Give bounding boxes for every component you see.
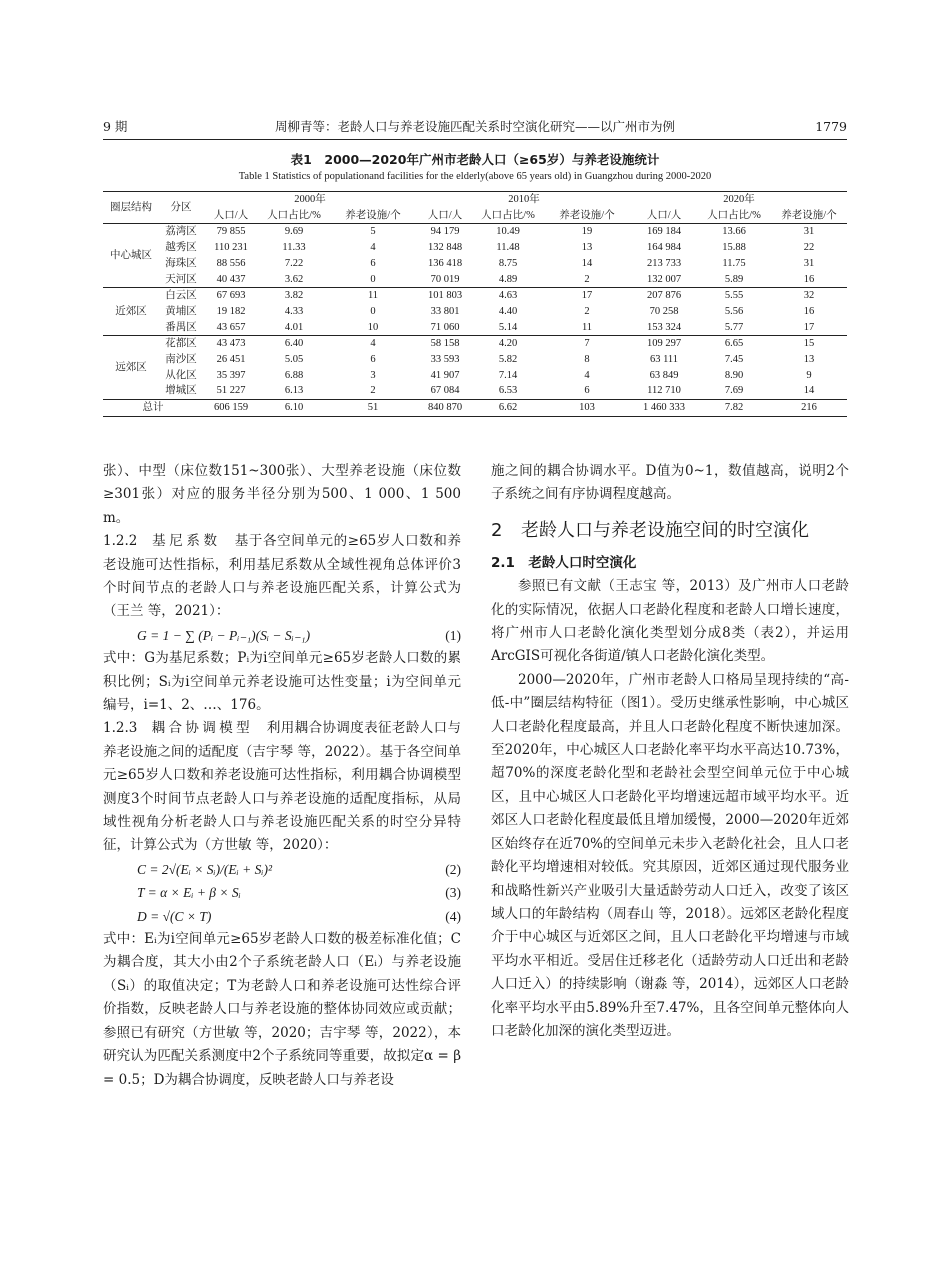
table-cell: 13.66 xyxy=(697,224,771,240)
header-district: 分区 xyxy=(159,192,203,224)
district-cell: 天河区 xyxy=(165,273,197,285)
table-cell: 3.62 xyxy=(284,273,304,285)
paragraph: 参照已有文献（王志宝 等，2013）及广州市人口老龄化的实际情况，依据人口老龄化程度和老龄人口增长速度，将广州市人口老龄化演化类型划分成8类（表2），并运用ArcGIS可视化各街道/镇人口老龄化演化类型。 xyxy=(491,578,849,665)
table-cell: 8 xyxy=(584,354,590,366)
district-cell: 花都区 xyxy=(159,336,203,352)
table-cell: 4.33 xyxy=(284,305,304,317)
table-cell: 31 xyxy=(771,224,847,240)
table-cell: 7.69 xyxy=(724,385,744,397)
table-cell: 11.75 xyxy=(722,257,746,269)
table-cell: 43 657 xyxy=(216,321,246,333)
total-cell: 6.10 xyxy=(259,400,329,417)
paragraph: 2000—2020年，广州市老龄人口格局呈现持续的“高-低-中”圈层结构特征（图1）。受历史继承性影响，中心城区人口老龄化程度最高，并且人口老龄化程度不断快速加深。至2020年，中心城区人口老龄化率平均水平高达10.73%，超70%的深度老龄化型和老龄社会型空间单元位于中心城区，且中心城区人口老龄化平均增速远超市域平均水平。近郊区人口老龄化程度最低且增加缓慢，2000—2020年近郊区始终存在近70%的空间单元未步入老龄化社会，且人口老龄化平均增速相对较低。究其原因，近郊区通过现代服务业和战略性新兴产业吸引大量适龄劳动人口迁入，改变了该区域人口的年龄结构（周春山 等，2018）。远郊区老龄化程度介于中心城区与近郊区之间，且人口老龄化平均增速与市域平均水平相近。受居住迁移老化（适龄劳动人口迁出和老龄人口迁入）的持续影响（谢淼 等，2014），远郊区人口老龄化率平均水平由5.89%升至7.47%，且各空间单元整体向人口老龄化加深的演化类型迈进。 xyxy=(491,671,849,1039)
paragraph: 式中：Eᵢ为i空间单元≥65岁老龄人口数的极差标准化值；C为耦合度，其大小由2个子系统老龄人口（Eᵢ）与养老设施（Sᵢ）的取值决定；T为老龄人口和养老设施可达性综合评价指数，反映老龄人口与养老设施的整体协同效应或贡献；参照已有研究（方世敏 等，2020；吉宇琴 等，2022），本研究认为匹配关系测度中2个子系统同等重要，故拟定α = β = 0.5；D为耦合协调度，反映老龄人口与养老设 xyxy=(103,931,461,1088)
subheader-share: 人口占比/% xyxy=(697,208,771,224)
equation-number: (4) xyxy=(445,908,461,924)
subheader-share: 人口占比/% xyxy=(259,208,329,224)
table-cell: 11.48 xyxy=(496,242,520,254)
table-cell: 169 184 xyxy=(631,224,697,240)
equation-number: (2) xyxy=(445,861,461,877)
section-keyword: 耦合协调模型 xyxy=(151,720,253,737)
table-row xyxy=(103,336,847,352)
table-title-en: Table 1 Statistics of populationand facilities for the elderly(above 65 years old) in Guangzhou during 2000-2020 xyxy=(238,171,712,182)
table-cell: 7 xyxy=(543,336,631,352)
table-cell: 6.65 xyxy=(697,336,771,352)
table-cell: 9.69 xyxy=(259,224,329,240)
table-cell: 11 xyxy=(329,288,417,304)
table-cell: 5.82 xyxy=(498,354,518,366)
section-1-2-3: 1.2.3 耦合协调模型 利用耦合协调度表征老龄人口与养老设施之间的适配度（吉宇琴 等，2022）。基于各空间单元≥65岁人口数和养老设施可达性指标，利用耦合协调模型测度3个时间节点老龄人口与养老设施的适配度指标，从局域性视角分析老龄人口与养老设施匹配关系的时空分异特征，计算公式为（方世敏 等，2020）： xyxy=(103,720,461,854)
table-cell: 2 xyxy=(584,305,590,317)
district-cell: 增城区 xyxy=(165,385,197,397)
equation-4 xyxy=(103,905,461,928)
table-cell: 32 xyxy=(771,288,847,304)
table-row xyxy=(103,240,847,256)
section-title: 老龄人口与养老设施空间的时空演化 xyxy=(521,519,809,541)
table-cell: 13 xyxy=(581,242,593,254)
table-cell: 58 158 xyxy=(417,336,473,352)
equation-formula: T = α × Eᵢ + β × Sᵢ xyxy=(137,885,241,901)
total-cell: 51 xyxy=(329,400,417,417)
ring-name-cell: 近郊区 xyxy=(103,288,159,336)
equation-formula: D = √(C × T) xyxy=(137,908,212,924)
table-cell: 4.89 xyxy=(498,273,518,285)
table-group xyxy=(103,336,847,400)
district-cell: 海珠区 xyxy=(165,257,197,269)
table-cell: 0 xyxy=(370,305,376,317)
table-cell: 101 803 xyxy=(417,288,473,304)
table-cell: 5.55 xyxy=(697,288,771,304)
table-group xyxy=(103,288,847,336)
table-cell: 7.14 xyxy=(498,369,518,381)
table-cell: 13 xyxy=(803,354,815,366)
table-cell: 9 xyxy=(806,369,812,381)
district-cell: 从化区 xyxy=(165,369,197,381)
table-cell: 70 258 xyxy=(649,305,679,317)
table-cell: 5.77 xyxy=(724,321,744,333)
total-cell: 840 870 xyxy=(417,400,473,417)
table-cell: 132 007 xyxy=(646,273,682,285)
total-cell: 7.82 xyxy=(697,400,771,417)
total-cell: 1 460 333 xyxy=(631,400,697,417)
table-cell: 67 084 xyxy=(430,385,460,397)
table-cell: 11 xyxy=(581,321,593,333)
table-cell: 3 xyxy=(370,369,376,381)
table-row xyxy=(103,320,847,336)
table-cell: 5 xyxy=(329,224,417,240)
header-year-2020: 2020年 xyxy=(631,192,847,208)
table-cell: 4 xyxy=(584,369,590,381)
table-cell: 6 xyxy=(370,257,376,269)
table-cell: 63 849 xyxy=(649,369,679,381)
table-cell: 207 876 xyxy=(631,288,697,304)
table-cell: 14 xyxy=(803,385,815,397)
table-total-row xyxy=(103,400,847,417)
table-cell: 4.40 xyxy=(498,305,518,317)
subheader-pop: 人口/人 xyxy=(631,208,697,224)
table-cell: 0 xyxy=(370,273,376,285)
table-row xyxy=(103,288,847,304)
table-cell: 17 xyxy=(543,288,631,304)
table-cell: 6 xyxy=(370,354,376,366)
table-cell: 7.22 xyxy=(284,257,304,269)
equation-formula: C = 2√(Eᵢ × Sᵢ)/(Eᵢ + Sᵢ)² xyxy=(137,861,273,877)
header-year-2000: 2000年 xyxy=(203,192,417,208)
table-cell: 109 297 xyxy=(631,336,697,352)
table-cell: 164 984 xyxy=(646,242,682,254)
total-cell: 103 xyxy=(543,400,631,417)
subheader-facilities: 养老设施/个 xyxy=(543,208,631,224)
table-cell: 22 xyxy=(803,242,815,254)
header-ring: 圈层结构 xyxy=(103,192,159,224)
table-cell: 26 451 xyxy=(216,354,246,366)
equation-2 xyxy=(103,858,461,881)
equation-1 xyxy=(103,624,461,647)
table-cell: 19 182 xyxy=(216,305,246,317)
table-cell: 8.90 xyxy=(724,369,744,381)
table-title-cn: 表1 2000—2020年广州市老龄人口（≥65岁）与养老设施统计 xyxy=(290,152,660,167)
table-group xyxy=(103,224,847,288)
table-cell: 5.05 xyxy=(284,354,304,366)
table-cell: 4.01 xyxy=(284,321,304,333)
table-cell: 6.88 xyxy=(284,369,304,381)
running-header xyxy=(103,118,847,136)
subheader-share: 人口占比/% xyxy=(473,208,543,224)
district-cell: 番禺区 xyxy=(165,321,197,333)
table-cell: 51 227 xyxy=(216,385,246,397)
district-cell: 白云区 xyxy=(159,288,203,304)
equation-3 xyxy=(103,881,461,904)
header-rule xyxy=(103,139,847,140)
table-cell: 6.40 xyxy=(259,336,329,352)
ring-name-cell: 远郊区 xyxy=(103,336,159,400)
district-cell: 南沙区 xyxy=(165,354,197,366)
equation-number: (1) xyxy=(445,627,461,643)
table-cell: 40 437 xyxy=(216,273,246,285)
table-row xyxy=(103,304,847,320)
table-cell: 10.49 xyxy=(473,224,543,240)
table-cell: 14 xyxy=(581,257,593,269)
total-cell: 216 xyxy=(771,400,847,417)
table-cell: 110 231 xyxy=(214,242,248,254)
table-cell: 2 xyxy=(370,385,376,397)
table-cell: 5.14 xyxy=(498,321,518,333)
subheader-pop: 人口/人 xyxy=(203,208,259,224)
table-row xyxy=(103,256,847,272)
district-cell: 荔湾区 xyxy=(159,224,203,240)
table-cell: 70 019 xyxy=(430,273,460,285)
table-cell: 16 xyxy=(803,305,815,317)
table-cell: 67 693 xyxy=(203,288,259,304)
section-number: 2 xyxy=(491,519,503,541)
table-cell: 2 xyxy=(584,273,590,285)
table-cell: 136 418 xyxy=(427,257,463,269)
table-cell: 5.56 xyxy=(724,305,744,317)
equation-formula: G = 1 − ∑ (Pᵢ − Pᵢ₋₁)(Sᵢ − Sᵢ₋₁) xyxy=(137,627,311,643)
table-cell: 153 324 xyxy=(646,321,682,333)
subheader-pop: 人口/人 xyxy=(417,208,473,224)
paragraph: 式中：G为基尼系数；Pᵢ为i空间单元≥65岁老龄人口数的累积比例；Sᵢ为i空间单元养老设施可达性变量；i为空间单元编号，i=1、2、…、176。 xyxy=(103,650,461,714)
paragraph: 张）、中型（床位数151~300张）、大型养老设施（床位数≥301张）对应的服务半径分别为500、1 000、1 500 m。 xyxy=(103,463,461,526)
running-title: 周柳青等：老龄人口与养老设施匹配关系时空演化研究——以广州市为例 xyxy=(274,119,675,134)
table-cell: 33 593 xyxy=(430,354,460,366)
table-row xyxy=(103,272,847,288)
page-number: 1779 xyxy=(815,119,847,134)
table-cell: 8.75 xyxy=(498,257,518,269)
table-cell: 41 907 xyxy=(430,369,460,381)
table-row xyxy=(103,383,847,399)
left-column xyxy=(103,460,461,1092)
table-cell: 4 xyxy=(329,336,417,352)
table-cell: 4.63 xyxy=(473,288,543,304)
section-1-2-2: 1.2.2 基尼系数 基于各空间单元的≥65岁人口数和养老设施可达性指标，利用基尼系数从全域性视角总体评价3个时间节点的老龄人口与养老设施匹配关系，计算公式为（王兰 等，2021）： xyxy=(103,533,462,620)
subheader-facilities: 养老设施/个 xyxy=(329,208,417,224)
table-cell: 10 xyxy=(367,321,379,333)
table-row xyxy=(103,224,847,240)
table-cell: 213 733 xyxy=(646,257,682,269)
table-cell: 7.45 xyxy=(724,354,744,366)
table-cell: 88 556 xyxy=(216,257,246,269)
ring-name-cell: 中心城区 xyxy=(103,224,159,288)
table-cell: 16 xyxy=(803,273,815,285)
table-cell: 132 848 xyxy=(427,242,463,254)
district-cell: 越秀区 xyxy=(165,242,197,254)
table-cell: 15.88 xyxy=(722,242,746,254)
table-cell: 35 397 xyxy=(216,369,246,381)
table-cell: 6 xyxy=(584,385,590,397)
table-cell: 17 xyxy=(803,321,815,333)
table-row xyxy=(103,368,847,384)
issue-number: 9 期 xyxy=(103,119,128,134)
district-cell: 黄埔区 xyxy=(165,305,197,317)
paragraph: 施之间的耦合协调水平。D值为0~1，数值越高，说明2个子系统之间有序协调程度越高。 xyxy=(491,463,849,503)
table-cell: 6.53 xyxy=(498,385,518,397)
equation-number: (3) xyxy=(445,885,461,901)
table-cell: 31 xyxy=(803,257,815,269)
total-cell: 6.62 xyxy=(473,400,543,417)
right-column xyxy=(491,460,849,1043)
table-cell: 6.13 xyxy=(284,385,304,397)
table-cell: 3.82 xyxy=(259,288,329,304)
header-year-2010: 2010年 xyxy=(417,192,631,208)
table-cell: 63 111 xyxy=(649,354,679,366)
table-cell: 79 855 xyxy=(203,224,259,240)
total-cell: 606 159 xyxy=(203,400,259,417)
section-keyword: 基尼系数 xyxy=(152,533,221,550)
subheader-facilities: 养老设施/个 xyxy=(771,208,847,224)
table-cell: 33 801 xyxy=(430,305,460,317)
table-row xyxy=(103,352,847,368)
table-cell: 94 179 xyxy=(417,224,473,240)
table-cell: 15 xyxy=(771,336,847,352)
statistics-table xyxy=(103,191,847,417)
table-cell: 4.20 xyxy=(473,336,543,352)
table-cell: 71 060 xyxy=(430,321,460,333)
table-cell: 19 xyxy=(543,224,631,240)
total-label: 总计 xyxy=(103,400,203,417)
table-cell: 4 xyxy=(370,242,376,254)
section-2-heading xyxy=(491,517,849,544)
table-cell: 43 473 xyxy=(203,336,259,352)
table-cell: 5.89 xyxy=(724,273,744,285)
subsection-2-1-heading: 2.1 老龄人口时空演化 xyxy=(491,554,637,571)
table-cell: 112 710 xyxy=(647,385,681,397)
table-cell: 11.33 xyxy=(282,242,306,254)
